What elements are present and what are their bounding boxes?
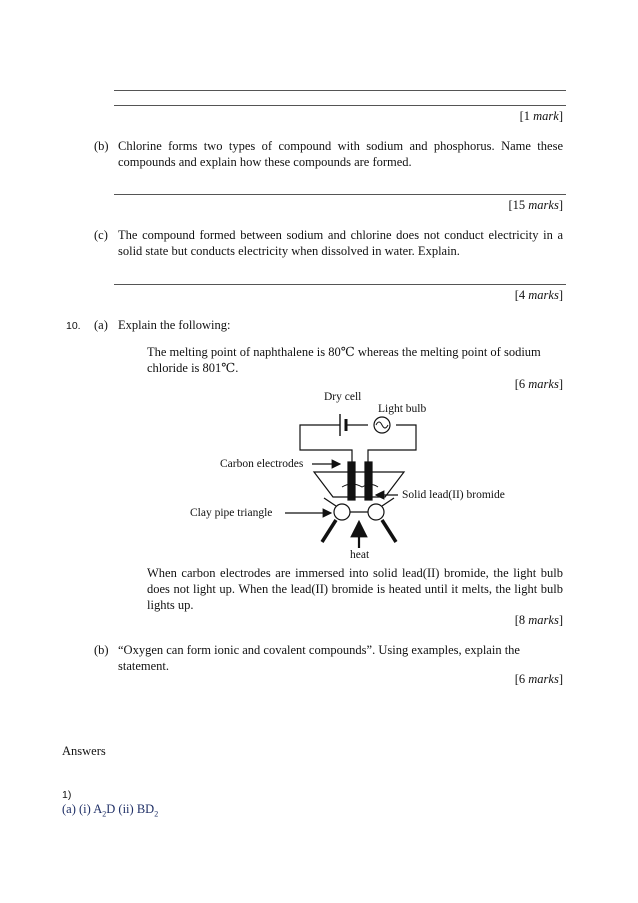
tripod-icon [322, 520, 336, 542]
label-light-bulb: Light bulb [378, 403, 427, 415]
question-text: “Oxygen can form ionic and covalent compounds”. Using examples, explain the statement. [118, 643, 520, 673]
question-number: 10. [66, 320, 81, 332]
answer-line [114, 90, 566, 91]
label-heat: heat [350, 549, 370, 561]
part-label-c: (c) [94, 228, 108, 242]
carbon-electrode-icon [348, 462, 355, 500]
crucible-icon [314, 472, 404, 497]
answer-line [114, 194, 566, 195]
label-solid-lead-bromide: Solid lead(II) bromide [402, 489, 505, 501]
answers-heading: Answers [62, 744, 106, 758]
observation-text: When carbon electrodes are immersed into solid lead(II) bromide, the light bulb does not light up. When the lead(II) bromide is heated until it melts, the light bulb lights up. [147, 566, 563, 612]
answer-line [114, 105, 566, 106]
label-clay-pipe-triangle: Clay pipe triangle [190, 507, 273, 519]
circuit-wire-left [300, 425, 352, 462]
answer-line-text: (a) (i) $A_2D$ (ii) $BD_2$ [62, 802, 159, 819]
marks-label: [6 marks] [514, 672, 563, 686]
part-label-b: (b) [94, 139, 109, 153]
question-statement: The melting point of naphthalene is 80℃ whereas the melting point of sodium chloride is 801℃. [147, 345, 541, 375]
marks-label: [15 marks] [508, 198, 563, 212]
circuit-wire-right [368, 425, 416, 462]
question-text: Explain the following: [118, 318, 231, 332]
answer-number: 1) [62, 789, 72, 801]
question-text: The compound formed between sodium and chlorine does not conduct electricity in a solid state but conducts electricity when dissolved in water. Explain. [118, 228, 563, 258]
marks-label: [6 marks] [514, 377, 563, 391]
marks-label: [1 mark] [519, 109, 563, 123]
light-bulb-icon [374, 417, 390, 433]
question-text: Chlorine forms two types of compound with sodium and phosphorus. Name these compounds and explain how these compounds are formed. [118, 139, 563, 169]
answer-line [114, 284, 566, 285]
clay-pipe-triangle-icon [334, 504, 350, 520]
marks-label: [8 marks] [514, 613, 563, 627]
part-label-a: (a) [94, 318, 108, 332]
marks-label: [4 marks] [514, 288, 563, 302]
label-carbon-electrodes: Carbon electrodes [220, 458, 304, 470]
label-dry-cell: Dry cell [324, 391, 362, 403]
part-label-b: (b) [94, 643, 109, 657]
